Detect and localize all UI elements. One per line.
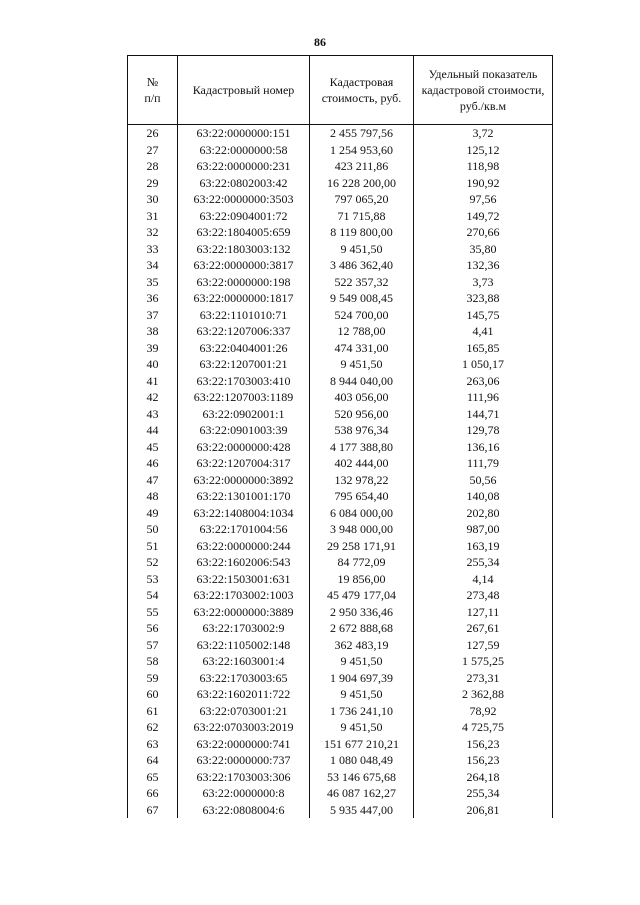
table-row bbox=[128, 769, 553, 786]
cadastral-number-cell: 63:22:0000000:198 bbox=[178, 274, 310, 291]
row-number-cell: 61 bbox=[128, 703, 178, 720]
cadastral-number-cell: 63:22:0703003:2019 bbox=[178, 719, 310, 736]
cadastral-number-cell: 63:22:1703003:65 bbox=[178, 670, 310, 687]
specific-indicator-cell: 125,12 bbox=[414, 142, 553, 159]
cadastral-number-cell: 63:22:0000000:3503 bbox=[178, 191, 310, 208]
cadastral-number-cell: 63:22:0902001:1 bbox=[178, 406, 310, 423]
row-number-cell: 46 bbox=[128, 455, 178, 472]
cadastral-number-cell: 63:22:1207001:21 bbox=[178, 356, 310, 373]
table-row bbox=[128, 538, 553, 555]
cadastral-number-cell: 63:22:1408004:1034 bbox=[178, 505, 310, 522]
cadastral-value-cell: 29 258 171,91 bbox=[310, 538, 414, 555]
specific-indicator-cell: 206,81 bbox=[414, 802, 553, 819]
row-number-cell: 67 bbox=[128, 802, 178, 819]
row-number-cell: 38 bbox=[128, 323, 178, 340]
cadastral-value-cell: 3 486 362,40 bbox=[310, 257, 414, 274]
specific-indicator-cell: 50,56 bbox=[414, 472, 553, 489]
cadastral-value-cell: 403 056,00 bbox=[310, 389, 414, 406]
cadastral-number-cell: 63:22:1503001:631 bbox=[178, 571, 310, 588]
row-number-cell: 35 bbox=[128, 274, 178, 291]
table-row bbox=[128, 554, 553, 571]
table-row bbox=[128, 620, 553, 637]
table-row bbox=[128, 389, 553, 406]
cadastral-value-cell: 402 444,00 bbox=[310, 455, 414, 472]
row-number-cell: 30 bbox=[128, 191, 178, 208]
row-number-cell: 51 bbox=[128, 538, 178, 555]
cadastral-number-cell: 63:22:1101010:71 bbox=[178, 307, 310, 324]
cadastral-value-cell: 524 700,00 bbox=[310, 307, 414, 324]
cadastral-value-cell: 9 451,50 bbox=[310, 686, 414, 703]
header-number: № п/п bbox=[128, 56, 178, 125]
specific-indicator-cell: 111,79 bbox=[414, 455, 553, 472]
specific-indicator-cell: 78,92 bbox=[414, 703, 553, 720]
table-row bbox=[128, 604, 553, 621]
cadastral-value-cell: 6 084 000,00 bbox=[310, 505, 414, 522]
table-row bbox=[128, 373, 553, 390]
table-row bbox=[128, 637, 553, 654]
cadastral-value-cell: 2 672 888,68 bbox=[310, 620, 414, 637]
table-row bbox=[128, 653, 553, 670]
table-row bbox=[128, 785, 553, 802]
specific-indicator-cell: 202,80 bbox=[414, 505, 553, 522]
specific-indicator-cell: 190,92 bbox=[414, 175, 553, 192]
cadastral-number-cell: 63:22:0808004:6 bbox=[178, 802, 310, 819]
row-number-cell: 63 bbox=[128, 736, 178, 753]
table-row bbox=[128, 422, 553, 439]
row-number-cell: 41 bbox=[128, 373, 178, 390]
specific-indicator-cell: 987,00 bbox=[414, 521, 553, 538]
header-specific-indicator: Удельный показатель кадастровой стоимости, руб./кв.м bbox=[414, 56, 553, 125]
row-number-cell: 52 bbox=[128, 554, 178, 571]
specific-indicator-cell: 2 362,88 bbox=[414, 686, 553, 703]
row-number-cell: 39 bbox=[128, 340, 178, 357]
cadastral-number-cell: 63:22:0802003:42 bbox=[178, 175, 310, 192]
table-row bbox=[128, 224, 553, 241]
table-row bbox=[128, 455, 553, 472]
cadastral-number-cell: 63:22:0000000:3892 bbox=[178, 472, 310, 489]
row-number-cell: 48 bbox=[128, 488, 178, 505]
cadastral-value-cell: 9 549 008,45 bbox=[310, 290, 414, 307]
table-row bbox=[128, 406, 553, 423]
row-number-cell: 53 bbox=[128, 571, 178, 588]
table-row bbox=[128, 257, 553, 274]
specific-indicator-cell: 129,78 bbox=[414, 422, 553, 439]
table-row bbox=[128, 290, 553, 307]
row-number-cell: 65 bbox=[128, 769, 178, 786]
table-row bbox=[128, 703, 553, 720]
specific-indicator-cell: 4 725,75 bbox=[414, 719, 553, 736]
cadastral-value-cell: 1 080 048,49 bbox=[310, 752, 414, 769]
table-row bbox=[128, 125, 553, 142]
specific-indicator-cell: 270,66 bbox=[414, 224, 553, 241]
cadastral-value-cell: 53 146 675,68 bbox=[310, 769, 414, 786]
cadastral-number-cell: 63:22:1301001:170 bbox=[178, 488, 310, 505]
table-row bbox=[128, 439, 553, 456]
cadastral-value-cell: 797 065,20 bbox=[310, 191, 414, 208]
cadastral-number-cell: 63:22:1703002:9 bbox=[178, 620, 310, 637]
cadastral-number-cell: 63:22:0000000:151 bbox=[178, 125, 310, 142]
row-number-cell: 27 bbox=[128, 142, 178, 159]
cadastral-value-cell: 46 087 162,27 bbox=[310, 785, 414, 802]
cadastral-number-cell: 63:22:1701004:56 bbox=[178, 521, 310, 538]
table-row bbox=[128, 241, 553, 258]
row-number-cell: 34 bbox=[128, 257, 178, 274]
row-number-cell: 55 bbox=[128, 604, 178, 621]
cadastral-number-cell: 63:22:1703003:410 bbox=[178, 373, 310, 390]
row-number-cell: 32 bbox=[128, 224, 178, 241]
row-number-cell: 57 bbox=[128, 637, 178, 654]
cadastral-value-cell: 474 331,00 bbox=[310, 340, 414, 357]
cadastral-number-cell: 63:22:1804005:659 bbox=[178, 224, 310, 241]
specific-indicator-cell: 149,72 bbox=[414, 208, 553, 225]
specific-indicator-cell: 264,18 bbox=[414, 769, 553, 786]
table-row bbox=[128, 356, 553, 373]
table-row bbox=[128, 571, 553, 588]
specific-indicator-cell: 163,19 bbox=[414, 538, 553, 555]
cadastral-number-cell: 63:22:1207006:337 bbox=[178, 323, 310, 340]
cadastral-number-cell: 63:22:0000000:3817 bbox=[178, 257, 310, 274]
specific-indicator-cell: 323,88 bbox=[414, 290, 553, 307]
table-body bbox=[128, 125, 553, 819]
cadastral-value-cell: 4 177 388,80 bbox=[310, 439, 414, 456]
header-cadastral-number: Кадастровый номер bbox=[178, 56, 310, 125]
specific-indicator-cell: 132,36 bbox=[414, 257, 553, 274]
specific-indicator-cell: 127,11 bbox=[414, 604, 553, 621]
cadastral-table bbox=[127, 55, 553, 818]
table-row bbox=[128, 274, 553, 291]
row-number-cell: 64 bbox=[128, 752, 178, 769]
specific-indicator-cell: 140,08 bbox=[414, 488, 553, 505]
cadastral-value-cell: 3 948 000,00 bbox=[310, 521, 414, 538]
specific-indicator-cell: 156,23 bbox=[414, 736, 553, 753]
table-row bbox=[128, 752, 553, 769]
row-number-cell: 66 bbox=[128, 785, 178, 802]
cadastral-value-cell: 84 772,09 bbox=[310, 554, 414, 571]
cadastral-number-cell: 63:22:0901003:39 bbox=[178, 422, 310, 439]
row-number-cell: 33 bbox=[128, 241, 178, 258]
row-number-cell: 50 bbox=[128, 521, 178, 538]
specific-indicator-cell: 255,34 bbox=[414, 785, 553, 802]
specific-indicator-cell: 273,31 bbox=[414, 670, 553, 687]
cadastral-value-cell: 1 904 697,39 bbox=[310, 670, 414, 687]
table-row bbox=[128, 158, 553, 175]
cadastral-value-cell: 9 451,50 bbox=[310, 241, 414, 258]
cadastral-number-cell: 63:22:0000000:737 bbox=[178, 752, 310, 769]
row-number-cell: 49 bbox=[128, 505, 178, 522]
specific-indicator-cell: 156,23 bbox=[414, 752, 553, 769]
cadastral-number-cell: 63:22:0904001:72 bbox=[178, 208, 310, 225]
row-number-cell: 44 bbox=[128, 422, 178, 439]
table-row bbox=[128, 488, 553, 505]
table-row bbox=[128, 142, 553, 159]
specific-indicator-cell: 165,85 bbox=[414, 340, 553, 357]
cadastral-value-cell: 1 736 241,10 bbox=[310, 703, 414, 720]
cadastral-number-cell: 63:22:1703003:306 bbox=[178, 769, 310, 786]
table-header-row bbox=[128, 56, 553, 125]
row-number-cell: 42 bbox=[128, 389, 178, 406]
cadastral-value-cell: 16 228 200,00 bbox=[310, 175, 414, 192]
specific-indicator-cell: 127,59 bbox=[414, 637, 553, 654]
table-row bbox=[128, 670, 553, 687]
table-row bbox=[128, 191, 553, 208]
cadastral-value-cell: 12 788,00 bbox=[310, 323, 414, 340]
table-row bbox=[128, 505, 553, 522]
specific-indicator-cell: 145,75 bbox=[414, 307, 553, 324]
cadastral-value-cell: 362 483,19 bbox=[310, 637, 414, 654]
specific-indicator-cell: 1 575,25 bbox=[414, 653, 553, 670]
row-number-cell: 36 bbox=[128, 290, 178, 307]
cadastral-number-cell: 63:22:1105002:148 bbox=[178, 637, 310, 654]
cadastral-value-cell: 522 357,32 bbox=[310, 274, 414, 291]
cadastral-value-cell: 9 451,50 bbox=[310, 653, 414, 670]
cadastral-number-cell: 63:22:0000000:3889 bbox=[178, 604, 310, 621]
cadastral-number-cell: 63:22:0404001:26 bbox=[178, 340, 310, 357]
cadastral-value-cell: 19 856,00 bbox=[310, 571, 414, 588]
table-row bbox=[128, 587, 553, 604]
table-row bbox=[128, 307, 553, 324]
cadastral-value-cell: 795 654,40 bbox=[310, 488, 414, 505]
table-row bbox=[128, 323, 553, 340]
cadastral-value-cell: 520 956,00 bbox=[310, 406, 414, 423]
cadastral-number-cell: 63:22:0000000:58 bbox=[178, 142, 310, 159]
specific-indicator-cell: 111,96 bbox=[414, 389, 553, 406]
row-number-cell: 45 bbox=[128, 439, 178, 456]
row-number-cell: 62 bbox=[128, 719, 178, 736]
cadastral-number-cell: 63:22:0000000:1817 bbox=[178, 290, 310, 307]
specific-indicator-cell: 255,34 bbox=[414, 554, 553, 571]
cadastral-value-cell: 45 479 177,04 bbox=[310, 587, 414, 604]
cadastral-number-cell: 63:22:1602006:543 bbox=[178, 554, 310, 571]
cadastral-number-cell: 63:22:0000000:231 bbox=[178, 158, 310, 175]
specific-indicator-cell: 3,72 bbox=[414, 125, 553, 142]
header-cadastral-value: Кадастровая стоимость, руб. bbox=[310, 56, 414, 125]
specific-indicator-cell: 1 050,17 bbox=[414, 356, 553, 373]
cadastral-number-cell: 63:22:0000000:8 bbox=[178, 785, 310, 802]
cadastral-value-cell: 423 211,86 bbox=[310, 158, 414, 175]
cadastral-value-cell: 132 978,22 bbox=[310, 472, 414, 489]
row-number-cell: 58 bbox=[128, 653, 178, 670]
specific-indicator-cell: 144,71 bbox=[414, 406, 553, 423]
specific-indicator-cell: 136,16 bbox=[414, 439, 553, 456]
cadastral-number-cell: 63:22:0000000:244 bbox=[178, 538, 310, 555]
table-row bbox=[128, 686, 553, 703]
table-row bbox=[128, 736, 553, 753]
row-number-cell: 60 bbox=[128, 686, 178, 703]
specific-indicator-cell: 97,56 bbox=[414, 191, 553, 208]
row-number-cell: 43 bbox=[128, 406, 178, 423]
row-number-cell: 37 bbox=[128, 307, 178, 324]
table-row bbox=[128, 472, 553, 489]
specific-indicator-cell: 4,41 bbox=[414, 323, 553, 340]
row-number-cell: 29 bbox=[128, 175, 178, 192]
cadastral-value-cell: 2 950 336,46 bbox=[310, 604, 414, 621]
cadastral-number-cell: 63:22:1803003:132 bbox=[178, 241, 310, 258]
specific-indicator-cell: 267,61 bbox=[414, 620, 553, 637]
row-number-cell: 26 bbox=[128, 125, 178, 142]
cadastral-number-cell: 63:22:0000000:428 bbox=[178, 439, 310, 456]
table-row bbox=[128, 208, 553, 225]
row-number-cell: 47 bbox=[128, 472, 178, 489]
cadastral-number-cell: 63:22:1602011:722 bbox=[178, 686, 310, 703]
cadastral-value-cell: 9 451,50 bbox=[310, 719, 414, 736]
specific-indicator-cell: 273,48 bbox=[414, 587, 553, 604]
cadastral-number-cell: 63:22:0703001:21 bbox=[178, 703, 310, 720]
specific-indicator-cell: 35,80 bbox=[414, 241, 553, 258]
specific-indicator-cell: 118,98 bbox=[414, 158, 553, 175]
cadastral-number-cell: 63:22:1207003:1189 bbox=[178, 389, 310, 406]
cadastral-number-cell: 63:22:1703002:1003 bbox=[178, 587, 310, 604]
specific-indicator-cell: 3,73 bbox=[414, 274, 553, 291]
table-row bbox=[128, 802, 553, 819]
table-row bbox=[128, 719, 553, 736]
cadastral-value-cell: 151 677 210,21 bbox=[310, 736, 414, 753]
row-number-cell: 31 bbox=[128, 208, 178, 225]
cadastral-number-cell: 63:22:1603001:4 bbox=[178, 653, 310, 670]
specific-indicator-cell: 4,14 bbox=[414, 571, 553, 588]
cadastral-value-cell: 8 944 040,00 bbox=[310, 373, 414, 390]
table-row bbox=[128, 521, 553, 538]
table-row bbox=[128, 175, 553, 192]
row-number-cell: 28 bbox=[128, 158, 178, 175]
cadastral-value-cell: 5 935 447,00 bbox=[310, 802, 414, 819]
cadastral-number-cell: 63:22:1207004:317 bbox=[178, 455, 310, 472]
cadastral-number-cell: 63:22:0000000:741 bbox=[178, 736, 310, 753]
table-row bbox=[128, 340, 553, 357]
row-number-cell: 40 bbox=[128, 356, 178, 373]
cadastral-value-cell: 2 455 797,56 bbox=[310, 125, 414, 142]
cadastral-value-cell: 538 976,34 bbox=[310, 422, 414, 439]
cadastral-value-cell: 8 119 800,00 bbox=[310, 224, 414, 241]
row-number-cell: 54 bbox=[128, 587, 178, 604]
row-number-cell: 56 bbox=[128, 620, 178, 637]
cadastral-value-cell: 1 254 953,60 bbox=[310, 142, 414, 159]
page-number: 86 bbox=[314, 35, 326, 49]
specific-indicator-cell: 263,06 bbox=[414, 373, 553, 390]
cadastral-value-cell: 9 451,50 bbox=[310, 356, 414, 373]
cadastral-value-cell: 71 715,88 bbox=[310, 208, 414, 225]
row-number-cell: 59 bbox=[128, 670, 178, 687]
